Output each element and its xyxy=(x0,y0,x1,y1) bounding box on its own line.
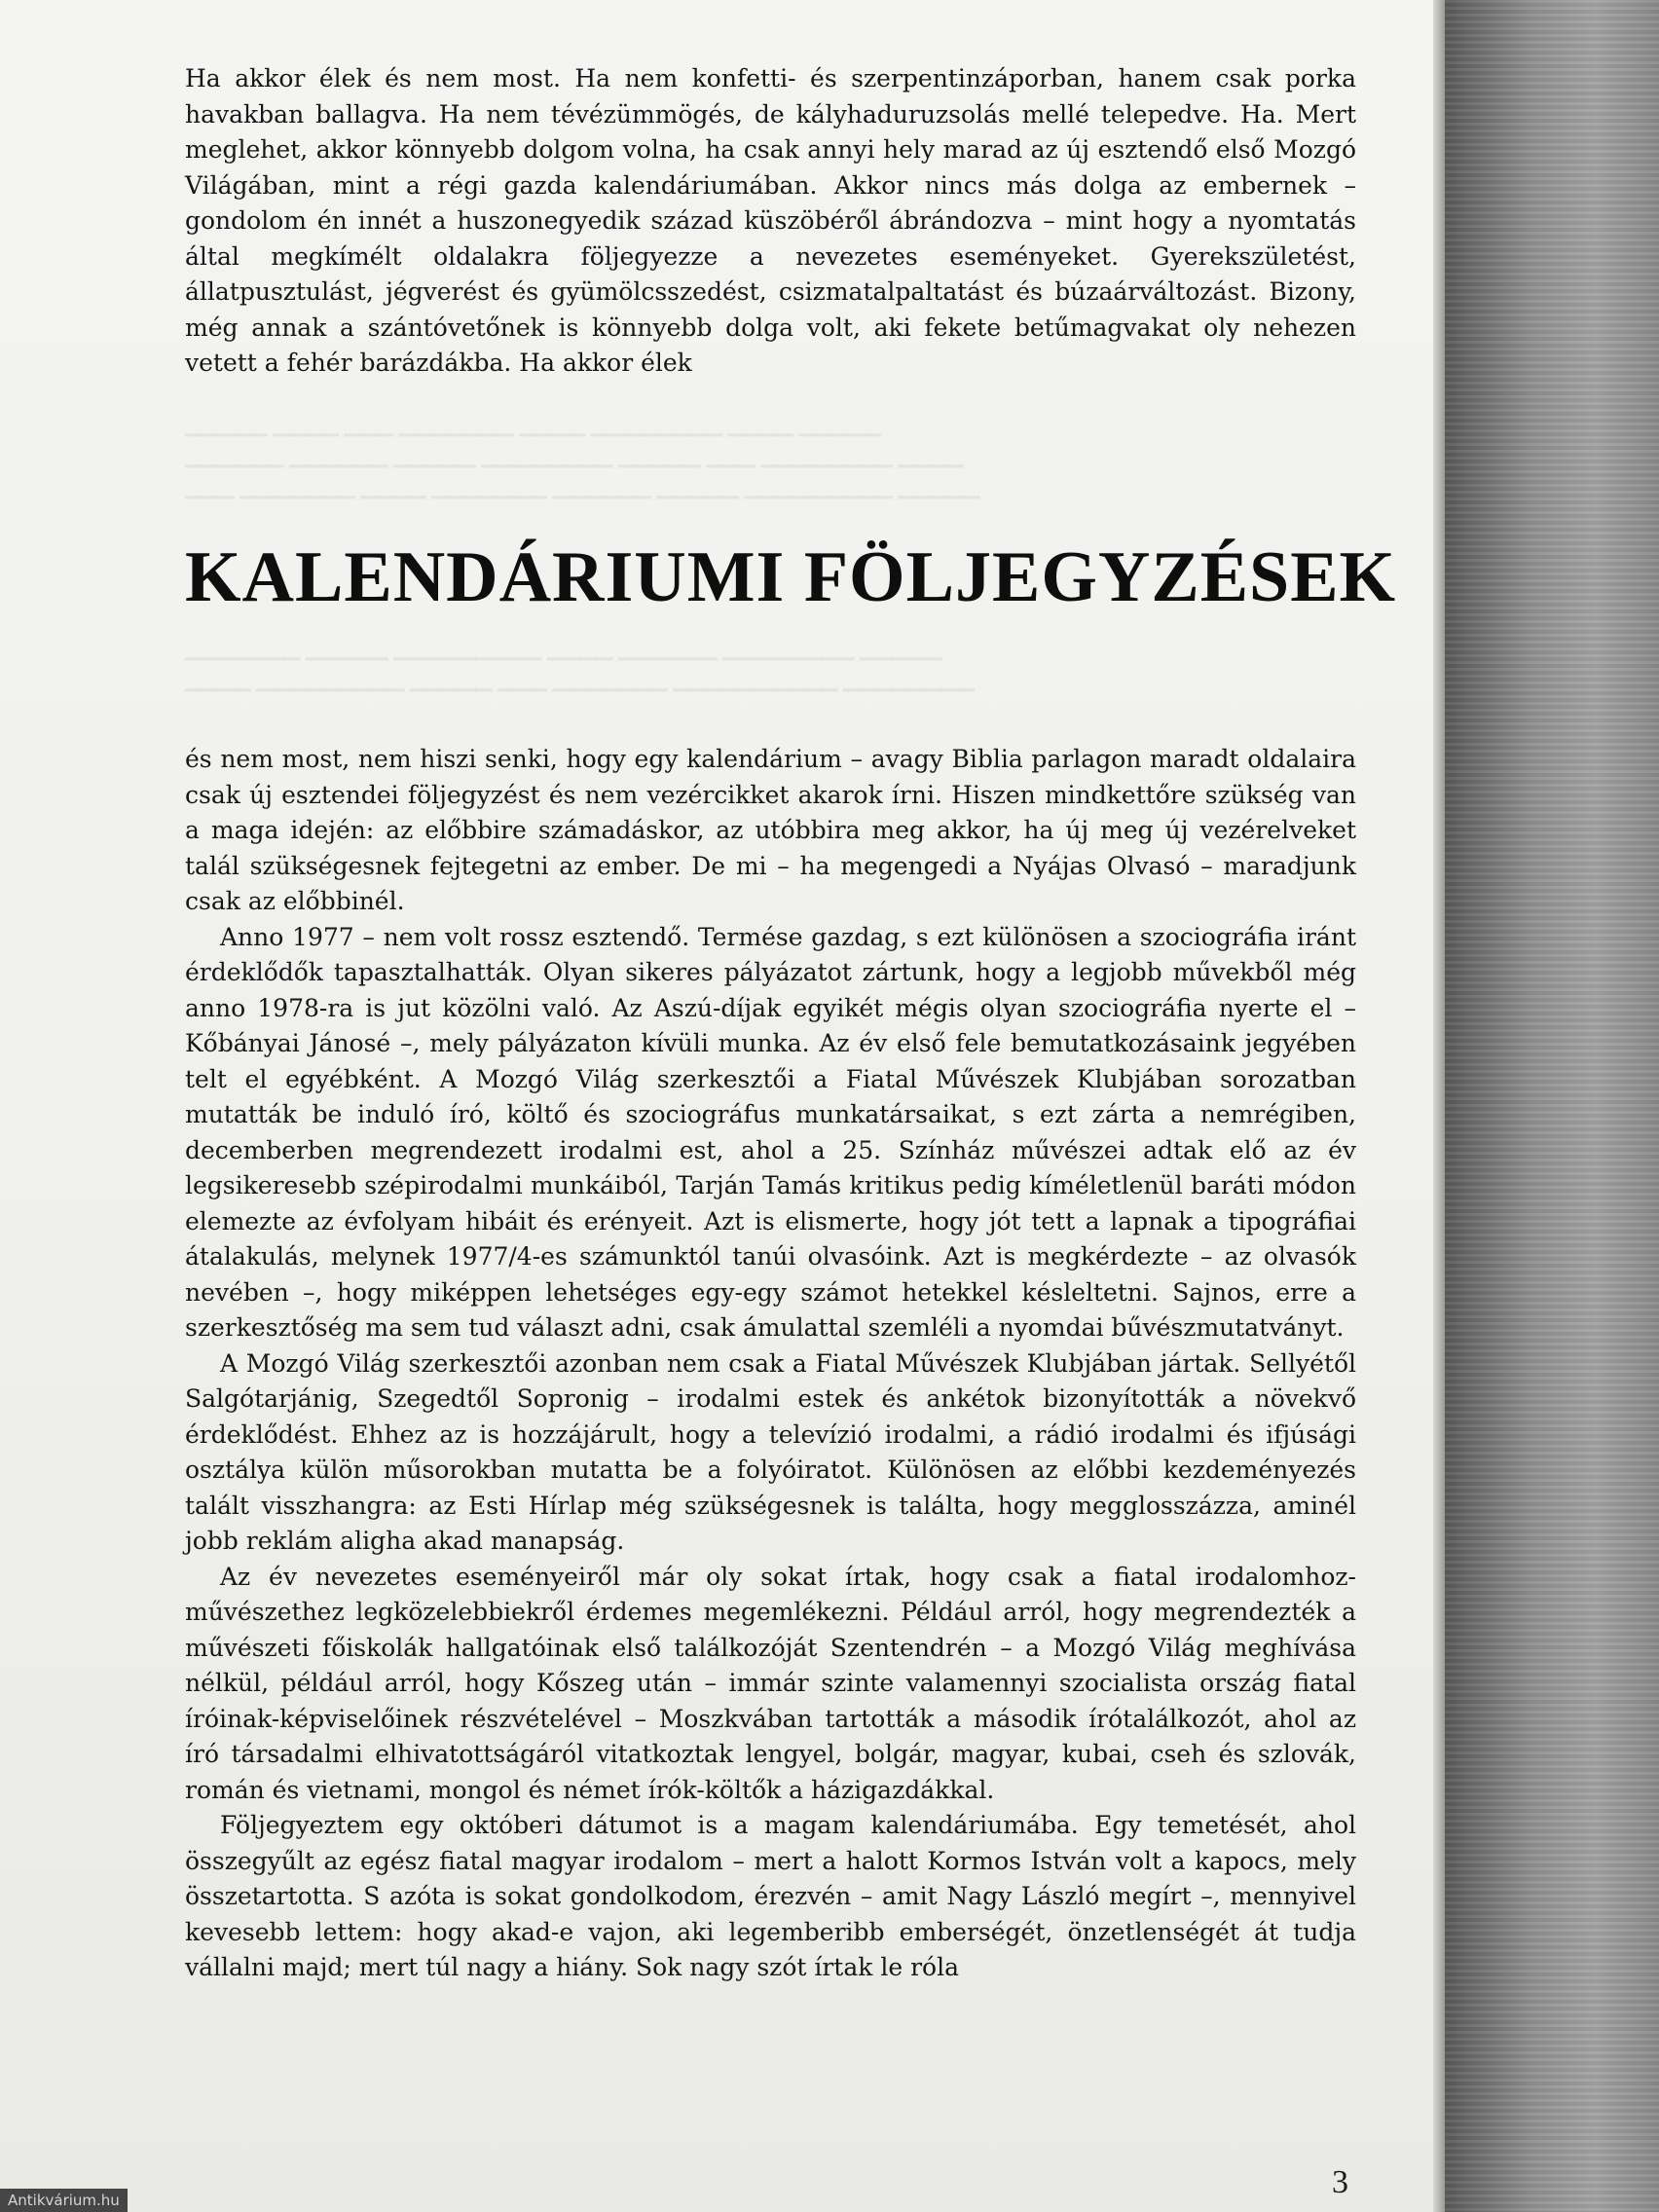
body-paragraph-4: Az év nevezetes eseményeiről már oly sokat írtak, hogy csak a fiatal irodalomhoz-művészethez legközelebbiekről érdemes megemlékezni. Például arról, hogy megrendezték a művészeti főiskolák hallgatóinak első találkozóját Szentendrén – a Mozgó Világ meghívása nélkül, például arról, hogy Kőszeg után – immár szinte valamennyi szocialista ország fiatal íróinak-képviselőinek részvételével – Moszkvában tartották a második írótalálkozót, ahol az író társadalmi elhivatottságáról vitatkoztak lengyel, bolgár, magyar, kubai, cseh és szlovák, román és vietnami, mongol és német írók-költők a házigazdákkal. xyxy=(185,1562,1356,1804)
article-body xyxy=(185,742,1356,1986)
page-edge xyxy=(1433,0,1445,2212)
intro-paragraph xyxy=(185,61,1356,382)
article-heading: KALENDÁRIUMI FÖLJEGYZÉSEK xyxy=(185,537,1397,617)
body-paragraph-3: A Mozgó Világ szerkesztői azonban nem csak a Fiatal Művészek Klubjában jártak. Sellyétől Salgótarjánig, Szegedtől Sopronig – irodalmi estek és ankétok bizonyították a növekvő érdeklődést. Ehhez az is hozzájárult, hogy a televízió irodalmi, a rádió irodalmi és ifjúsági osztálya külön műsorokban mutatta be a folyóiratot. Különösen az előbbi kezdeményezés talált visszhangra: az Esti Hírlap még szükségesnek is találta, hogy megglosszázza, aminél jobb reklám aligha akad manapság. xyxy=(185,1348,1356,1555)
body-paragraph-2: Anno 1977 – nem volt rossz esztendő. Termése gazdag, s ezt különösen a szociográfia iránt érdeklődők tapasztalhatták. Olyan sikeres pályázatot zártunk, hogy a legjobb művekből még anno 1978-ra is jut közölni való. Az Aszú-díjak egyikét mégis olyan szociográfia nyerte el – Kőbányai Jánosé –, mely pályázaton kívüli munka. Az év első fele bemutatkozásaink jegyében telt el egyébként. A Mozgó Világ szerkesztői a Fiatal Művészek Klubjában sorozatban mutatták be induló író, költő és szociográfus munkatársaikat, s ezt zárta a nemrégiben, decemberben megrendezett irodalmi est, ahol a 25. Színház művészei adtak elő az év legsikeresebb szépirodalmi munkáiból, Tarján Tamás kritikus pedig kíméletlenül baráti módon elemezte az évfolyam hibáit és erényeit. Azt is elismerte, hogy jót tett a lapnak a tipográfiai átalakulás, melynek 1977/4-es számunktól tanúi olvasóink. Azt is megkérdezte – az olvasók nevében –, hogy miképpen lehetséges egy-egy számot hetekkel késleltetni. Sajnos, erre a szerkesztőség ma sem tud választ adni, csak ámulattal szemléli a nyomdai bűvészmutatványt. xyxy=(185,922,1356,1342)
bleed-through-texture-lower: ▁▁▁▁▁▁▁ ▁▁▁▁▁ ▁▁▁▁▁▁▁▁▁ ▁▁▁▁ ▁▁▁▁▁▁ ▁▁▁▁▁▁▁▁ ▁▁▁▁▁ ▁▁▁▁ ▁▁▁▁▁▁▁▁▁ ▁▁▁▁▁ ▁▁▁ ▁▁▁▁▁▁▁ ▁▁▁▁▁▁▁▁▁▁ ▁▁▁▁▁▁▁▁ xyxy=(185,636,976,691)
background-surface xyxy=(1445,0,1659,2212)
watermark: Antikvárium.hu xyxy=(0,2189,128,2212)
body-paragraph-5: Följegyeztem egy októberi dátumot is a magam kalendáriumába. Egy temetését, ahol összegyűlt az egész fiatal magyar irodalom – mert a halott Kormos István volt a kapocs, mely összetartotta. S azóta is sokat gondolkodom, érezvén – amit Nagy László megírt –, mennyivel kevesebb lettem: hogy akad-e vajon, aki legemberibb emberségét, önzetlenségét át tudja vállalni majd; mert túl nagy a hiány. Sok nagy szót írtak le róla xyxy=(185,1811,1356,1981)
bleed-through-texture: ▁▁▁▁▁ ▁▁▁▁ ▁▁▁ ▁▁▁▁▁▁▁ ▁▁▁▁ ▁▁▁▁▁▁▁▁ ▁▁▁▁ ▁▁▁▁▁ ▁▁▁▁▁▁ ▁▁▁▁▁▁ ▁▁▁▁▁ ▁▁▁▁▁▁▁▁ ▁▁▁▁▁ ▁▁▁ ▁▁▁▁▁▁▁▁ ▁▁▁▁ ▁▁▁ ▁▁▁▁▁▁▁ ▁▁▁▁ ▁▁▁▁▁▁▁ ▁▁▁▁▁▁ ▁▁▁▁▁ ▁▁▁▁▁▁▁▁▁ ▁▁▁▁▁ xyxy=(185,412,980,498)
page-number: 3 xyxy=(1332,2164,1348,2200)
body-paragraph-1: és nem most, nem hiszi senki, hogy egy kalendárium – avagy Biblia parlagon maradt oldalaira csak új esztendei följegyzést és nem vezércikket akarok írni. Hiszen mindkettőre szükség van a maga idején: az előbbire számadáskor, az utóbbira meg akkor, ha új meg új vezérelveket talál szükségesnek fejtegetni az ember. De mi – ha megengedi a Nyájas Olvasó – maradjunk csak az előbbinél. xyxy=(185,745,1356,915)
intro-text: Ha akkor élek és nem most. Ha nem konfetti- és szerpentinzáporban, hanem csak porka havakban ballagva. Ha nem tévézümmögés, de kályhaduruzsolás mellé telepedve. Ha. Mert meglehet, akkor könnyebb dolgom volna, ha csak annyi hely marad az új esztendő első Mozgó Világában, mint a régi gazda kalendáriumában. Akkor nincs más dolga az embernek – gondolom én innét a huszonegyedik század küszöbéről ábrándozva – mint hogy a nyomtatás által megkímélt oldalakra följegyezze a nevezetes eseményeket. Gyerekszületést, állatpusztulást, jégverést és gyümölcsszedést, csizmatalpaltatást és búzaárváltozást. Bizony, még annak a szántóvetőnek is könnyebb dolga volt, aki fekete betűmagvakat oly nehezen vetett a fehér barázdákba. Ha akkor élek xyxy=(185,64,1356,377)
